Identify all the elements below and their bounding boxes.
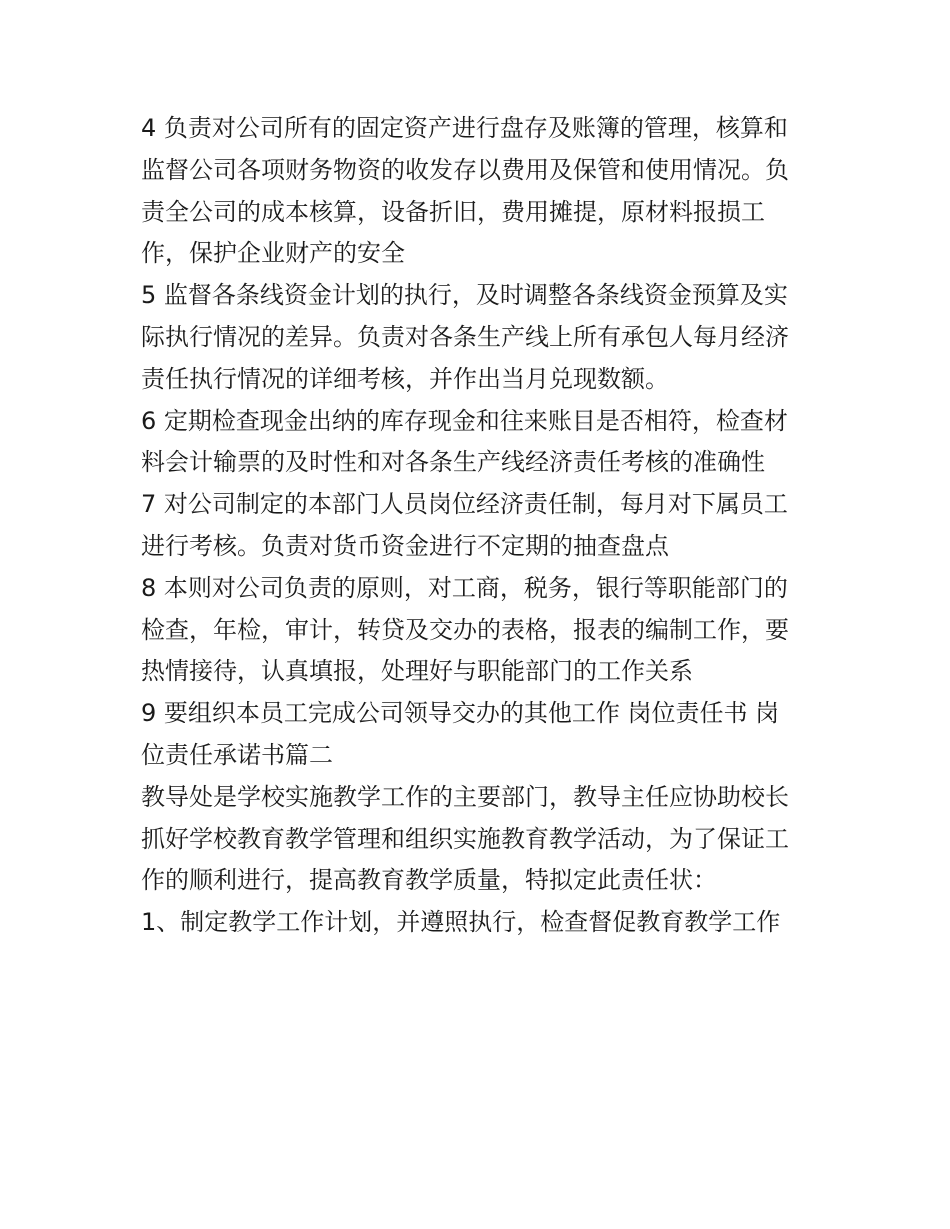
- text-line: 际执行情况的差异。负责对各条生产线上所有承包人每月经济: [141, 322, 789, 351]
- text-line: 7 对公司制定的本部门人员岗位经济责任制，每月对下属员工: [141, 490, 788, 519]
- text-line: 监督公司各项财务物资的收发存以费用及保管和使用情况。负: [141, 155, 789, 184]
- text-line: 作的顺利进行，提高教育教学质量，特拟定此责任状：: [141, 866, 717, 895]
- text-line: 责任执行情况的详细考核，并作出当月兑现数额。: [141, 364, 669, 393]
- text-line: 料会计输票的及时性和对各条生产线经济责任考核的准确性: [141, 448, 765, 477]
- text-line: 责全公司的成本核算，设备折旧，费用摊提，原材料报损工: [141, 197, 765, 226]
- text-line: 4 负责对公司所有的固定资产进行盘存及账簿的管理，核算和: [141, 114, 788, 142]
- text-line: 抓好学校教育教学管理和组织实施教育教学活动，为了保证工: [141, 824, 789, 853]
- document-body: [141, 108, 821, 944]
- text-line: 5 监督各条线资金计划的执行，及时调整各条线资金预算及实: [141, 281, 788, 310]
- text-line: 作，保护企业财产的安全: [141, 239, 405, 268]
- text-line: 教导处是学校实施教学工作的主要部门，教导主任应协助校长: [141, 782, 789, 811]
- text-line: 位责任承诺书篇二: [141, 740, 333, 769]
- text-line: 检查，年检，审计，转贷及交办的表格，报表的编制工作，要: [141, 615, 789, 644]
- text-line: 1、制定教学工作计划，并遵照执行，检查督促教育教学工作: [141, 908, 781, 937]
- text-line: 9 要组织本员工完成公司领导交办的其他工作 岗位责任书 岗: [141, 699, 780, 728]
- text-line: 8 本则对公司负责的原则，对工商，税务，银行等职能部门的: [141, 573, 788, 602]
- text-line: 6 定期检查现金出纳的库存现金和往来账目是否相符，检查材: [141, 406, 788, 435]
- text-line: 进行考核。负责对货币资金进行不定期的抽查盘点: [141, 531, 669, 560]
- text-line: 热情接待，认真填报，处理好与职能部门的工作关系: [141, 657, 693, 686]
